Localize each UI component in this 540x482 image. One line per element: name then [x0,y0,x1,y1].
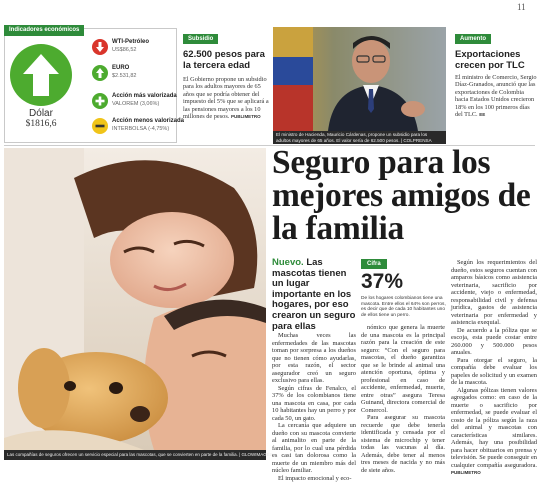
cifra-box [361,259,446,321]
indicator-row-bottom-stock [92,117,176,139]
arrow-up-icon [92,65,108,81]
paragraph: Según los requerimientos del dueño, estos seguros cuentan con amparos básicos como asistencia veterinaria, sacrificio por accidente, viejo o enfermedad, responsabilidad civil y defensa jurídica, gastos de asistencia veterinaria por enfermedad y asistencia exequial. [451,259,537,327]
subsidio-headline: 62.500 pesos para la tercera edad [183,50,271,71]
arrow-down-icon [92,39,108,55]
indicator-name: Acción más valorizada [112,93,177,99]
family-pets-photo-caption: Las compañías de seguros ofrecen un servicio especial para las mascotas, que se convierten en parte de la familia. | GLOWIMAGES [4,450,266,460]
article-signature: PUBLIMETRO [451,470,481,475]
indicator-name: Acción menos valorizada [112,118,184,124]
subsidio-body-text: El Gobierno propone un subsidio para los adultos mayores de 65 años que se podría obtener del impuesto del 5% que se aplicará a las pensiones mayores a los 10 millones de pesos. [183,76,269,120]
paragraph: La cercanía que adquiere un dueño con su mascota convierte al animalito en parte de la familia, por lo cual una pérdida es casi tan dolorosa como la muerte de un miembro más del núcleo familiar. [272,422,356,475]
article-column-1 [272,332,356,482]
dollar-value: $1816,6 [8,119,74,129]
lead-text: Las mascotas tienen un lugar importante en los hogares, por eso crearon un seguro para ellas [272,257,355,332]
indicator-value: VALOREM (3,06%) [112,101,159,107]
minister-photo-caption: El ministro de Hacienda, Mauricio Cárdenas, propone un subsidio para los adultos mayores de 65 años. El valor sería de 62.500 pesos. | COLPRENSA [273,131,446,144]
paragraph: nómico que genera la muerte de una mascota es la principal razón para la creación de este seguro: “Con el seguro para mascotas, el dueño garantiza que se le brinde al animal una atención oportuna, óptima y profesional en caso de accidente, enfermedad, muerte, entre otras” asegura Teresa Guinand, directora comercial de Comercol. [361,324,445,414]
subsidio-signature: PUBLIMETRO [231,114,261,119]
paragraph: El impacto emocional y eco- [272,475,356,482]
paragraph [451,387,537,477]
cifra-tag: Cifra [361,259,387,269]
minus-icon [92,118,108,134]
indicator-value: INTERBOLSA (-4,75%) [112,126,169,132]
subsidio-tag: Subsidio [183,34,218,44]
paragraph: Para otorgar el seguro, la compañía debe evaluar los papeles de solicitud y un examen de la mascota. [451,357,537,387]
aumento-body [455,74,537,118]
plus-icon [92,93,108,109]
minister-photo [273,27,446,131]
cifra-number: 37% [361,270,403,294]
indicator-row-euro [92,64,176,86]
page-number: 11 [517,2,526,12]
indicator-value: $2.531,82 [112,73,136,79]
indicator-value: US$86,52 [112,47,136,53]
paragraph: Para asegurar su mascota recuerde que debe tenerla identificada y censada por el sistema de microchip y tener todas las vacunas al día. Además, debe tener al menos tres meses de nacida y no más de siete años. [361,414,445,474]
paragraph: Según cifras de Fenalco, el 37% de los colombianos tiene una mascota en casa, por cada 10 habitantes hay un perro y por cada 50, un gato. [272,385,356,423]
paragraph-text: Algunas pólizas tienen valores agregados como: en caso de la muerte o sacrificio por enfermedad, se puede evaluar el costo de la póliza según la raza del animal y mascotas con características similares. Además, hay una posibilidad para hacer obituarios en prensa y televisión. Se puede conseguir en cualquier compañía aseguradora. [451,387,537,469]
dollar-up-arrow-icon [10,44,72,106]
aumento-signature: EE [479,112,485,117]
indicator-row-wti [92,38,176,60]
indicator-name: WTI-Petróleo [112,39,149,45]
aumento-body-text: El ministro de Comercio, Sergio Díaz-Granados, anunció que las exportaciones de Colombia hacia Estados Unidos crecieron 18% en los 100 primeros días del TLC. [455,74,537,118]
article-column-3 [451,259,537,477]
indicators-tag: Indicadores económicos [4,25,84,36]
article-column-2 [361,324,445,474]
paragraph: Muchas veces las enfermedades de las mascotas toman por sorpresa a los dueños que no tienen cómo ayudarlas, por esta razón, el sector asegurador creó un seguro exclusivo para ellas. [272,332,356,385]
cifra-description: De los hogares colombianos tiene una mascota. Entre ellos el 64% son perros, es decir que de cada 10 habitantes uno de ellos tiene un perro. [361,296,447,318]
aumento-headline: Exportaciones crecen por TLC [455,50,537,71]
article-headline: Seguro para los mejores amigos de la familia [272,146,538,245]
aumento-tag: Aumento [455,34,491,44]
paragraph: De acuerdo a la póliza que se escoja, esta puede costar entre 260.000 y 500.000 pesos anuales. [451,327,537,357]
indicator-name: EURO [112,65,129,71]
indicator-row-top-stock [92,92,176,114]
dollar-label: Dólar [8,108,74,119]
family-pets-photo [4,148,266,450]
article-lead [272,258,357,332]
subsidio-body [183,76,269,120]
lead-keyword: Nuevo. [272,257,304,268]
